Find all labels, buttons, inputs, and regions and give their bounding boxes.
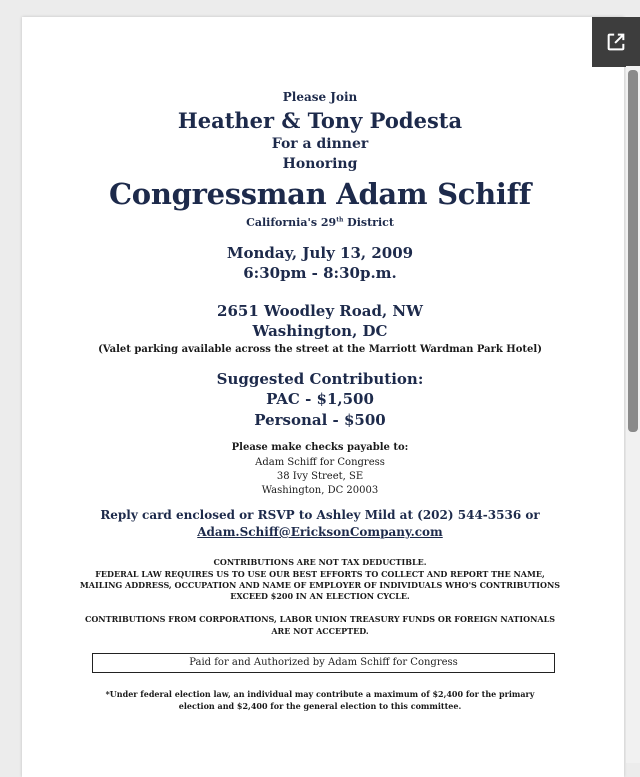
contribution-heading: Suggested Contribution: — [216, 370, 424, 388]
honoree-name: Congressman Adam Schiff — [109, 177, 531, 211]
checks-heading: Please make checks payable to: — [231, 442, 409, 453]
please-join: Please Join — [282, 90, 358, 104]
legal-prohibited-2: ARE NOT ACCEPTED. — [271, 626, 369, 636]
for-a-dinner: For a dinner — [271, 136, 369, 152]
district: California's 29th District — [246, 216, 394, 229]
event-date: Monday, July 13, 2009 — [226, 244, 414, 262]
footnote-line-2: election and $2,400 for the general election to this committee. — [178, 701, 462, 711]
rsvp-email-link[interactable]: Adam.Schiff@EricksonCompany.com — [197, 525, 443, 539]
payee-street: 38 Ivy Street, SE — [276, 471, 364, 482]
open-in-new-icon — [605, 31, 627, 53]
address-line-1: 2651 Woodley Road, NW — [217, 302, 423, 320]
parking-note: (Valet parking available across the street at the Marriott Wardman Park Hotel) — [98, 344, 542, 355]
honoring: Honoring — [282, 156, 358, 172]
legal-tax-notice: CONTRIBUTIONS ARE NOT TAX DEDUCTIBLE. — [213, 557, 427, 567]
payee-name: Adam Schiff for Congress — [255, 457, 385, 468]
event-time: 6:30pm - 8:30p.m. — [243, 264, 397, 282]
open-in-new-button[interactable] — [592, 17, 640, 67]
payee-city: Washington, DC 20003 — [261, 485, 379, 496]
footnote-line-1: *Under federal election law, an individual may contribute a maximum of $2,400 for the primary — [105, 689, 535, 699]
legal-prohibited-1: CONTRIBUTIONS FROM CORPORATIONS, LABOR UNION TREASURY FUNDS OR FOREIGN NATIONALS — [84, 614, 556, 624]
legal-reporting-3: EXCEED $200 IN AN ELECTION CYCLE. — [230, 591, 410, 601]
legal-reporting-2: MAILING ADDRESS, OCCUPATION AND NAME OF EMPLOYER OF INDIVIDUALS WHO'S CONTRIBUTIONS — [79, 580, 561, 590]
hosts: Heather & Tony Podesta — [177, 108, 463, 133]
address-line-2: Washington, DC — [252, 322, 388, 340]
pac-amount: PAC - $1,500 — [266, 390, 374, 408]
personal-amount: Personal - $500 — [254, 411, 386, 429]
legal-reporting-1: FEDERAL LAW REQUIRES US TO USE OUR BEST EFFORTS TO COLLECT AND REPORT THE NAME, — [95, 569, 545, 579]
paid-for-disclaimer: Paid for and Authorized by Adam Schiff for Congress — [92, 653, 555, 673]
rsvp-line: Reply card enclosed or RSVP to Ashley Mild at (202) 544-3536 or — [100, 508, 540, 522]
